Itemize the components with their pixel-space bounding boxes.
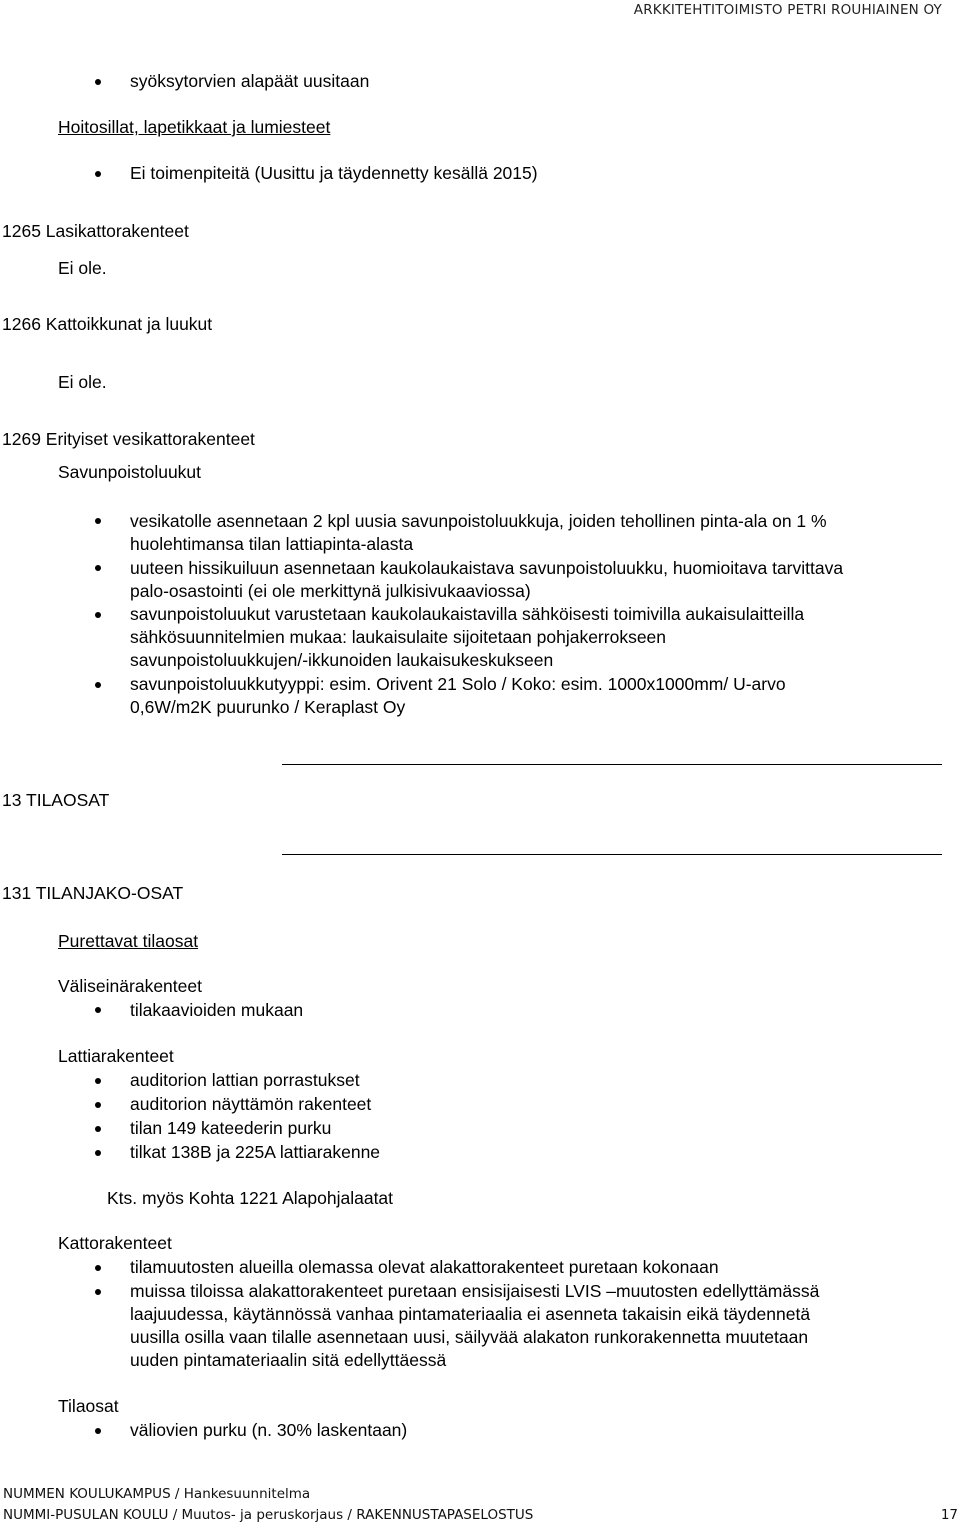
bullet-text: uuteen hissikuiluun asennetaan kaukolaukaistava savunpoistoluukku, huomioitava tarvittava [130,558,844,578]
footer-line-2: NUMMI-PUSULAN KOULU / Muutos- ja peruskorjaus / RAKENNUSTAPASELOSTUS [3,1507,534,1523]
note-text: Kts. myös Kohta 1221 Alapohjalaatat [107,1188,394,1208]
subheading-savunpoistoluukut: Savunpoistoluukut [58,462,202,482]
bullet-text: 0,6W/m2K puurunko / Keraplast Oy [130,697,406,717]
bullet-dot [95,1102,101,1108]
bullet-text: auditorion näyttämön rakenteet [130,1094,372,1114]
bullet-text: palo-osastointi (ei ole merkittynä julkisivukaaviossa) [130,581,531,601]
bullet-text: auditorion lattian porrastukset [130,1070,360,1090]
bullet-text: tilan 149 kateederin purku [130,1118,332,1138]
bullet-text: huolehtimansa tilan lattiapinta-alasta [130,534,414,554]
section-title-hoitosillat: Hoitosillat, lapetikkaat ja lumiesteet [58,117,331,137]
bullet-dot [95,79,101,85]
bullet-text: laajuudessa, käytännössä vanhaa pintamateriaalia ei asenneta takaisin eikä täydennetä [130,1304,811,1324]
subheading-valiseinat: Väliseinärakenteet [58,976,202,996]
bullet-text: savunpoistoluukkujen/-ikkunoiden laukaisukeskukseen [130,650,554,670]
bullet-text: väliovien purku (n. 30% laskentaan) [130,1420,408,1440]
heading-13: 13 TILAOSAT [2,790,110,810]
bullet-dot [95,1078,101,1084]
header-firm-name: ARKKITEHTITOIMISTO PETRI ROUHIAINEN OY [633,2,942,18]
bullet-dot [95,1126,101,1132]
bullet-dot [95,1265,101,1271]
bullet-text: uusilla osilla vaan tilalle asennetaan uusi, säilyvää alakaton runkorakennetta muutetaan [130,1327,809,1347]
subheading-tilaosat: Tilaosat [58,1396,119,1416]
subheading-purettavat: Purettavat tilaosat [58,931,199,951]
divider-rule [282,854,942,855]
bullet-text: savunpoistoluukut varustetaan kaukolaukaistavilla sähköisesti toimivilla aukaisulaitteilla [130,604,805,624]
bullet-dot [95,518,101,524]
heading-1265: 1265 Lasikattorakenteet [2,221,189,241]
bullet-text: syöksytorvien alapäät uusitaan [130,71,370,91]
bullet-dot [95,1150,101,1156]
page-number: 17 [940,1507,958,1523]
bullet-dot [95,1428,101,1434]
bullet-dot [95,171,101,177]
bullet-text: Ei toimenpiteitä (Uusittu ja täydennetty kesällä 2015) [130,163,538,183]
bullet-dot [95,565,101,571]
bullet-text: sähkösuunnitelmien mukaa: laukaisulaite sijoitetaan pohjakerrokseen [130,627,667,647]
text-1265: Ei ole. [58,258,107,278]
bullet-text: vesikatolle asennetaan 2 kpl uusia savunpoistoluukkuja, joiden tehollinen pinta-ala on 1 % [130,511,827,531]
bullet-dot [95,1289,101,1295]
subheading-lattiat: Lattiarakenteet [58,1046,174,1066]
bullet-text: tilakaavioiden mukaan [130,1000,304,1020]
heading-1266: 1266 Kattoikkunat ja luukut [2,314,213,334]
bullet-text: savunpoistoluukkutyyppi: esim. Orivent 21 Solo / Koko: esim. 1000x1000mm/ U-arvo [130,674,786,694]
footer-line-1: NUMMEN KOULUKAMPUS / Hankesuunnitelma [3,1486,311,1502]
bullet-text: tilamuutosten alueilla olemassa olevat alakattorakenteet puretaan kokonaan [130,1257,719,1277]
divider-rule [282,764,942,765]
bullet-text: tilkat 138B ja 225A lattiarakenne [130,1142,381,1162]
bullet-dot [95,1007,101,1013]
bullet-dot [95,612,101,618]
bullet-dot [95,682,101,688]
heading-1269: 1269 Erityiset vesikattorakenteet [2,429,255,449]
subheading-katto: Kattorakenteet [58,1233,172,1253]
heading-131: 131 TILANJAKO-OSAT [2,883,184,903]
bullet-text: uuden pintamateriaalin sitä edellyttäessä [130,1350,447,1370]
bullet-text: muissa tiloissa alakattorakenteet puretaan ensisijaisesti LVIS –muutosten edellyttämässä [130,1281,820,1301]
text-1266: Ei ole. [58,372,107,392]
